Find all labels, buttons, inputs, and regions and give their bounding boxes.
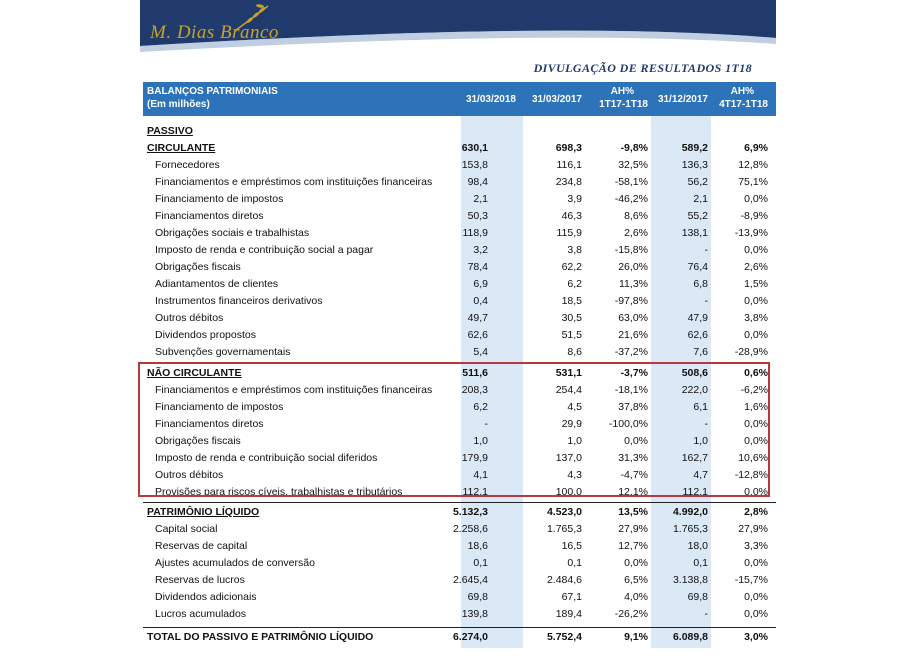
cell: 69,8 [687, 591, 708, 603]
cell: 3,8% [744, 312, 768, 324]
cell: 8,6 [567, 346, 582, 358]
table-header [143, 82, 776, 116]
cell: 76,4 [687, 261, 708, 273]
cell: -46,2% [614, 193, 648, 205]
highlight-box-nao-circulante [138, 362, 770, 497]
cell: 162,7 [681, 452, 708, 464]
cell: 4,1 [473, 469, 488, 481]
cell: 6,1 [693, 401, 708, 413]
cell: 50,3 [467, 210, 488, 222]
cell: 0,0% [624, 435, 648, 447]
cell: - [704, 295, 708, 307]
row-label: Dividendos adicionais [155, 591, 257, 603]
cell: 139,8 [461, 608, 488, 620]
cell: 2,8% [744, 506, 768, 518]
cell: 6,8 [693, 278, 708, 290]
cell: 136,3 [681, 159, 708, 171]
cell: 137,0 [555, 452, 582, 464]
header-subtitle: (Em milhões) [147, 99, 210, 110]
row-label: CIRCULANTE [147, 142, 216, 154]
table-row [143, 208, 776, 225]
cell: -26,2% [614, 608, 648, 620]
cell: 30,5 [561, 312, 582, 324]
row-label: Fornecedores [155, 159, 220, 171]
header-col-ah2-line1: AH% [730, 86, 754, 97]
cell: 0,1 [693, 557, 708, 569]
cell: 153,8 [461, 159, 488, 171]
cell: 62,6 [687, 329, 708, 341]
cell: - [704, 608, 708, 620]
cell: 12,7% [618, 540, 648, 552]
cell: 208,3 [461, 384, 488, 396]
cell: 16,5 [561, 540, 582, 552]
row-label: Lucros acumulados [155, 608, 247, 620]
cell: 5.132,3 [452, 506, 488, 518]
cell: 589,2 [681, 142, 708, 154]
cell: 2.484,6 [546, 574, 582, 586]
cell: 37,8% [618, 401, 648, 413]
table-row [143, 191, 776, 208]
table-row [143, 157, 776, 174]
cell: - [704, 418, 708, 430]
cell: 4,3 [567, 469, 582, 481]
cell: 3,9 [567, 193, 582, 205]
cell: 1,5% [744, 278, 768, 290]
row-label: Outros débitos [155, 312, 224, 324]
cell: - [704, 244, 708, 256]
cell: 47,9 [687, 312, 708, 324]
cell: 1,0 [473, 435, 488, 447]
row-label: Adiantamentos de clientes [155, 278, 279, 290]
cell: 0,0% [744, 557, 768, 569]
header-title: BALANÇOS PATRIMONIAIS [147, 86, 278, 97]
cell: 12,1% [618, 486, 648, 498]
cell: -15,7% [734, 574, 768, 586]
cell: -37,2% [614, 346, 648, 358]
cell: 63,0% [618, 312, 648, 324]
cell: 78,4 [467, 261, 488, 273]
cell: 12,8% [738, 159, 768, 171]
cell: 0,4 [473, 295, 488, 307]
table-row [143, 589, 776, 606]
cell: 3,0% [744, 631, 768, 643]
cell: 189,4 [555, 608, 582, 620]
cell: 98,4 [467, 176, 488, 188]
cell: 69,8 [467, 591, 488, 603]
cell: 13,5% [618, 506, 648, 518]
cell: 3.138,8 [672, 574, 708, 586]
cell: 2.258,6 [452, 523, 488, 535]
cell: 3,8 [567, 244, 582, 256]
cell: 62,2 [561, 261, 582, 273]
cell: 6.089,8 [672, 631, 708, 643]
cell: 29,9 [561, 418, 582, 430]
cell: 55,2 [687, 210, 708, 222]
cell: 32,5% [618, 159, 648, 171]
cell: 0,0% [744, 193, 768, 205]
cell: 6,2 [473, 401, 488, 413]
passivo-label: PASSIVO [147, 125, 193, 137]
row-label: Financiamentos diretos [155, 418, 264, 430]
cell: 508,6 [681, 367, 708, 379]
cell: 116,1 [556, 159, 582, 171]
cell: 6,2 [567, 278, 582, 290]
table-row [143, 344, 776, 361]
cell: 179,9 [461, 452, 488, 464]
cell: 9,1% [624, 631, 648, 643]
cell: -15,8% [614, 244, 648, 256]
row-label: Reservas de capital [155, 540, 248, 552]
header-col-31-03-2018: 31/03/2018 [465, 94, 516, 105]
cell: 10,6% [738, 452, 768, 464]
cell: 27,9% [738, 523, 768, 535]
cell: -28,9% [734, 346, 768, 358]
cell: 4.523,0 [546, 506, 582, 518]
cell: 0,0% [744, 591, 768, 603]
row-label: Financiamentos e empréstimos com instituições financeiras [155, 384, 433, 396]
cell: 0,0% [744, 418, 768, 430]
divider [143, 627, 776, 628]
cell: -97,8% [614, 295, 648, 307]
table-row [143, 521, 776, 538]
cell: 18,0 [687, 540, 708, 552]
table-row [143, 174, 776, 191]
cell: 112,1 [682, 486, 708, 498]
cell: 49,7 [467, 312, 488, 324]
cell: 7,6 [693, 346, 708, 358]
report-title: DIVULGAÇÃO DE RESULTADOS 1T18 [533, 61, 752, 75]
cell: 6.274,0 [452, 631, 488, 643]
cell: -9,8% [620, 142, 648, 154]
header-col-31-12-2017: 31/12/2017 [657, 94, 708, 105]
cell: -18,1% [614, 384, 648, 396]
section-passivo [143, 123, 776, 140]
row-label: PATRIMÔNIO LÍQUIDO [147, 506, 260, 518]
cell: 0,0% [744, 486, 768, 498]
cell: 2,6% [744, 261, 768, 273]
cell: 115,9 [556, 227, 582, 239]
cell: -6,2% [740, 384, 768, 396]
cell: -13,9% [734, 227, 768, 239]
cell: 1.765,3 [546, 523, 582, 535]
cell: 11,3% [619, 278, 648, 290]
table-row [143, 327, 776, 344]
cell: -100,0% [608, 418, 648, 430]
cell: 26,0% [618, 261, 648, 273]
cell: 4,5 [567, 401, 582, 413]
row-label: Financiamento de impostos [155, 401, 284, 413]
table-row [143, 293, 776, 310]
table-row [143, 538, 776, 555]
cell: - [484, 418, 488, 430]
cell: 6,5% [624, 574, 648, 586]
cell: -8,9% [740, 210, 768, 222]
row-label: Ajustes acumulados de conversão [155, 557, 315, 569]
cell: 6,9 [473, 278, 488, 290]
row-label: Obrigações fiscais [155, 435, 241, 447]
cell: 27,9% [618, 523, 648, 535]
cell: 0,6% [744, 367, 768, 379]
table-row-total [143, 629, 776, 646]
table-row [143, 276, 776, 293]
cell: 1,0 [567, 435, 582, 447]
cell: 100,0 [555, 486, 582, 498]
cell: 56,2 [687, 176, 708, 188]
cell: 31,3% [618, 452, 648, 464]
row-label: Obrigações fiscais [155, 261, 241, 273]
header-col-ah2-line2: 4T17-1T18 [719, 99, 768, 110]
cell: -58,1% [614, 176, 648, 188]
cell: 0,0% [744, 608, 768, 620]
cell: 0,0% [744, 329, 768, 341]
header-col-ah1-line1: AH% [610, 86, 634, 97]
cell: 4,0% [624, 591, 648, 603]
cell: 254,4 [555, 384, 582, 396]
cell: 0,1 [473, 557, 488, 569]
table-row [143, 572, 776, 589]
row-label: Provisões para riscos cíveis, trabalhistas e tributários [155, 486, 403, 498]
company-logo: M. Dias Branco [150, 22, 279, 43]
row-label: Outros débitos [155, 469, 224, 481]
cell: 112,1 [462, 486, 488, 498]
cell: 62,6 [467, 329, 488, 341]
row-label: Subvenções governamentais [155, 346, 291, 358]
cell: 630,1 [461, 142, 488, 154]
row-label: Obrigações sociais e trabalhistas [155, 227, 310, 239]
cell: 118,9 [462, 227, 488, 239]
cell: 0,0% [624, 557, 648, 569]
cell: 698,3 [555, 142, 582, 154]
cell: 75,1% [738, 176, 768, 188]
cell: 0,0% [744, 435, 768, 447]
cell: 5,4 [473, 346, 488, 358]
row-label: Reservas de lucros [155, 574, 245, 586]
row-label: Instrumentos financeiros derivativos [155, 295, 323, 307]
row-label: NÃO CIRCULANTE [147, 367, 242, 379]
table-row [143, 225, 776, 242]
table-row [143, 555, 776, 572]
cell: 0,0% [744, 295, 768, 307]
cell: 2,1 [473, 193, 488, 205]
cell: 8,6% [624, 210, 648, 222]
divider [143, 502, 776, 503]
row-label: Financiamento de impostos [155, 193, 284, 205]
cell: 2,6% [624, 227, 648, 239]
cell: 1,0 [693, 435, 708, 447]
cell: 2,1 [693, 193, 708, 205]
cell: 1,6% [744, 401, 768, 413]
cell: 18,6 [467, 540, 488, 552]
cell: 4.992,0 [672, 506, 708, 518]
cell: 138,1 [681, 227, 708, 239]
cell: 0,0% [744, 244, 768, 256]
cell: 222,0 [681, 384, 708, 396]
cell: 2.645,4 [452, 574, 488, 586]
row-label: Imposto de renda e contribuição social diferidos [155, 452, 378, 464]
table-row [143, 140, 776, 157]
cell: 4,7 [693, 469, 708, 481]
table-row [143, 259, 776, 276]
cell: 234,8 [555, 176, 582, 188]
row-label: Dividendos propostos [155, 329, 256, 341]
cell: 3,3% [744, 540, 768, 552]
row-label: Financiamentos diretos [155, 210, 264, 222]
cell: -3,7% [620, 367, 648, 379]
row-label: Financiamentos e empréstimos com instituições financeiras [155, 176, 433, 188]
row-label: Capital social [155, 523, 218, 535]
header-col-ah1-line2: 1T17-1T18 [599, 99, 648, 110]
table-row [143, 504, 776, 521]
cell: 5.752,4 [546, 631, 582, 643]
cell: -12,8% [734, 469, 768, 481]
table-row [143, 606, 776, 623]
row-label: TOTAL DO PASSIVO E PATRIMÔNIO LÍQUIDO [147, 631, 374, 643]
cell: 18,5 [561, 295, 582, 307]
table-row [143, 310, 776, 327]
cell: 0,1 [567, 557, 582, 569]
row-label: Imposto de renda e contribuição social a pagar [155, 244, 374, 256]
cell: 531,1 [555, 367, 582, 379]
cell: 51,5 [561, 329, 582, 341]
cell: 67,1 [561, 591, 582, 603]
cell: 46,3 [561, 210, 582, 222]
table-row [143, 242, 776, 259]
cell: 6,9% [744, 142, 768, 154]
cell: 21,6% [618, 329, 648, 341]
cell: 1.765,3 [672, 523, 708, 535]
cell: -4,7% [620, 469, 648, 481]
cell: 511,6 [462, 367, 488, 379]
cell: 3,2 [473, 244, 488, 256]
header-col-31-03-2017: 31/03/2017 [531, 94, 582, 105]
